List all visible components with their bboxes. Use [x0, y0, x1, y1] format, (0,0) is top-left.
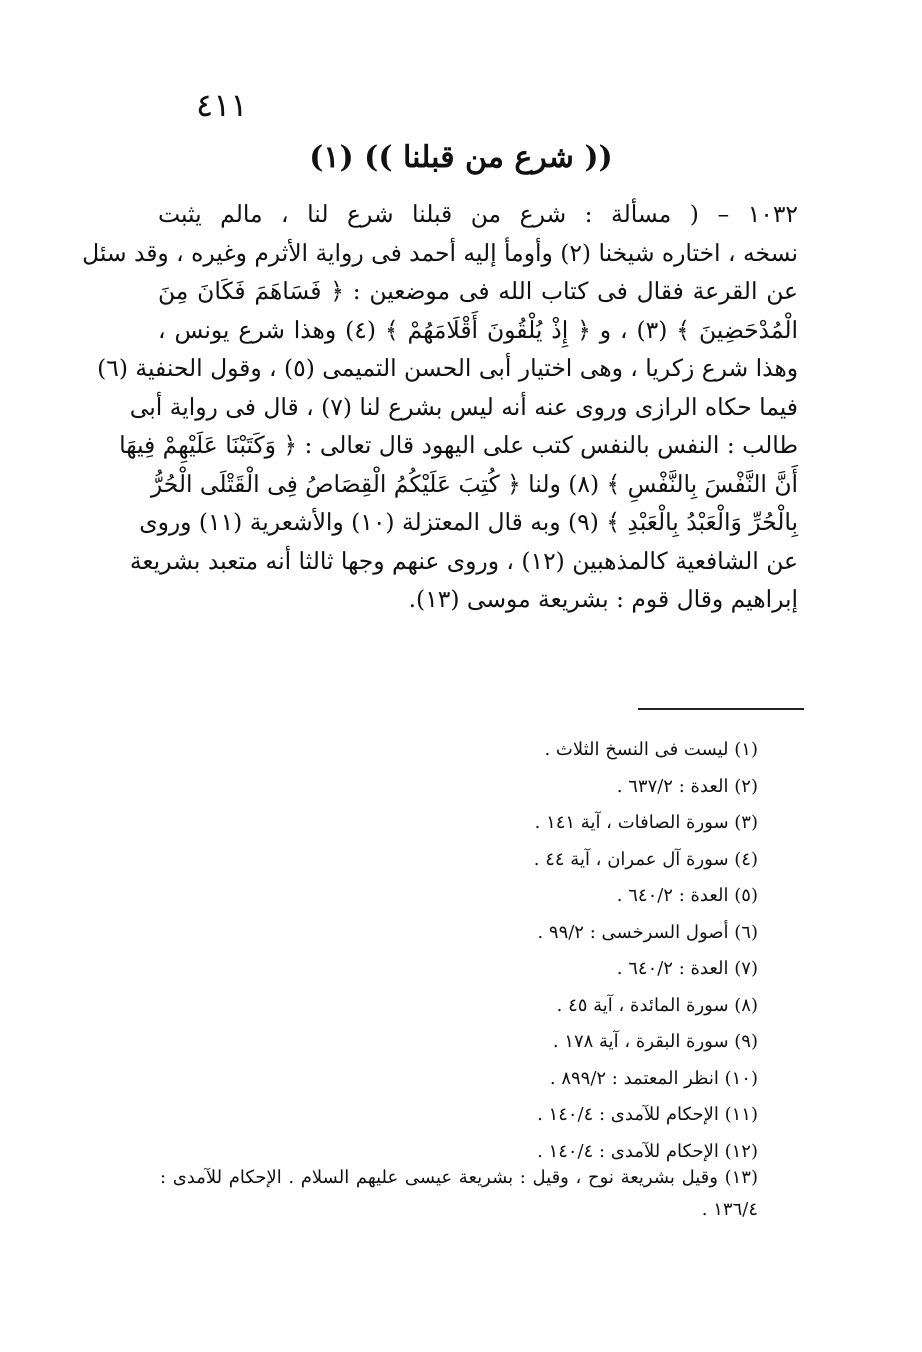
body-line: الْمُدْحَضِينَ ﴾ (٣) ، و ﴿ إِذْ يُلْقُونَ أَقْلَامَهُمْ ﴾ (٤) وهذا شرع يونس ، [158, 315, 798, 344]
body-line: نسخه ، اختاره شيخنا (٢) وأومأ إليه أحمد فى رواية الأثرم وغيره ، وقد سئل [82, 238, 798, 267]
footnote: (٧) العدة : ٦٤٠/٢ . [616, 958, 758, 979]
footnote-13: (١٣) وقيل بشريعة نوح ، وقيل : بشريعة عيسى عليهم السلام . الإحكام للآمدى : ١٣٦/٤ . [160, 1167, 758, 1220]
footnote: (٢) العدة : ٦٣٧/٢ . [616, 775, 758, 797]
footnote: (١) ليست فى النسخ الثلاث . [544, 739, 758, 760]
footnote: (٣) سورة الصافات ، آية ١٤١ . [534, 812, 758, 833]
main-paragraph [82, 195, 798, 619]
footnote: (٨) سورة المائدة ، آية ٤٥ . [556, 994, 758, 1016]
footnote: (٤) سورة آل عمران ، آية ٤٤ . [533, 848, 758, 870]
body-line: بِالْحُرِّ وَالْعَبْدُ بِالْعَبْدِ ﴾ (٩) وبه قال المعتزلة (١٠) والأشعرية (١١) وروى [139, 508, 798, 536]
footnote: (٩) سورة البقرة ، آية ١٧٨ . [552, 1031, 758, 1052]
section-title: (( شرع من قبلنا )) (١) [309, 140, 613, 175]
page-number: ٤١١ [196, 86, 248, 124]
footnote: (١٠) انظر المعتمد : ٨٩٩/٢ . [549, 1067, 758, 1089]
body-line: وهذا شرع زكريا ، وهى اختيار أبى الحسن التميمى (٥) ، وقول الحنفية (٦) [97, 354, 798, 382]
footnote: (٥) العدة : ٦٤٠/٢ . [616, 885, 758, 906]
body-line: إبراهيم وقال قوم : بشريعة موسى (١٣). [408, 585, 798, 613]
body-line: عن الشافعية كالمذهبين (١٢) ، وروى عنهم وجها ثالثا أنه متعبد بشريعة [129, 546, 798, 575]
footnote: (٦) أصول السرخسى : ٩٩/٢ . [537, 921, 758, 943]
footnote: (١١) الإحكام للآمدى : ١٤٠/٤ . [537, 1104, 758, 1125]
footnote: (١٢) الإحكام للآمدى : ١٤٠/٤ . [537, 1140, 758, 1162]
footnotes-list [150, 732, 758, 1170]
body-line: طالب : النفس بالنفس كتب على اليهود قال تعالى : ﴿ وَكَتَبْنَا عَلَيْهِمْ فِيهَا [119, 431, 798, 459]
body-line: ١٠٣٢ – ( مسألة : شرع من قبلنا شرع لنا ، مالم يثبت [158, 200, 798, 228]
body-line: عن القرعة فقال فى كتاب الله فى موضعين : ﴿ فَسَاهَمَ فَكَانَ مِنَ [158, 277, 798, 305]
body-line: أَنَّ النَّفْسَ بِالنَّفْسِ ﴾ (٨) ولنا ﴿ كُتِبَ عَلَيْكُمُ الْقِصَاصُ فِى الْقَتْلَى الْحُرُّ [150, 469, 798, 498]
body-line: فيما حكاه الرازى وروى عنه أنه ليس بشرع لنا (٧) ، قال فى رواية أبى [129, 392, 798, 421]
footnote-divider [638, 708, 804, 710]
